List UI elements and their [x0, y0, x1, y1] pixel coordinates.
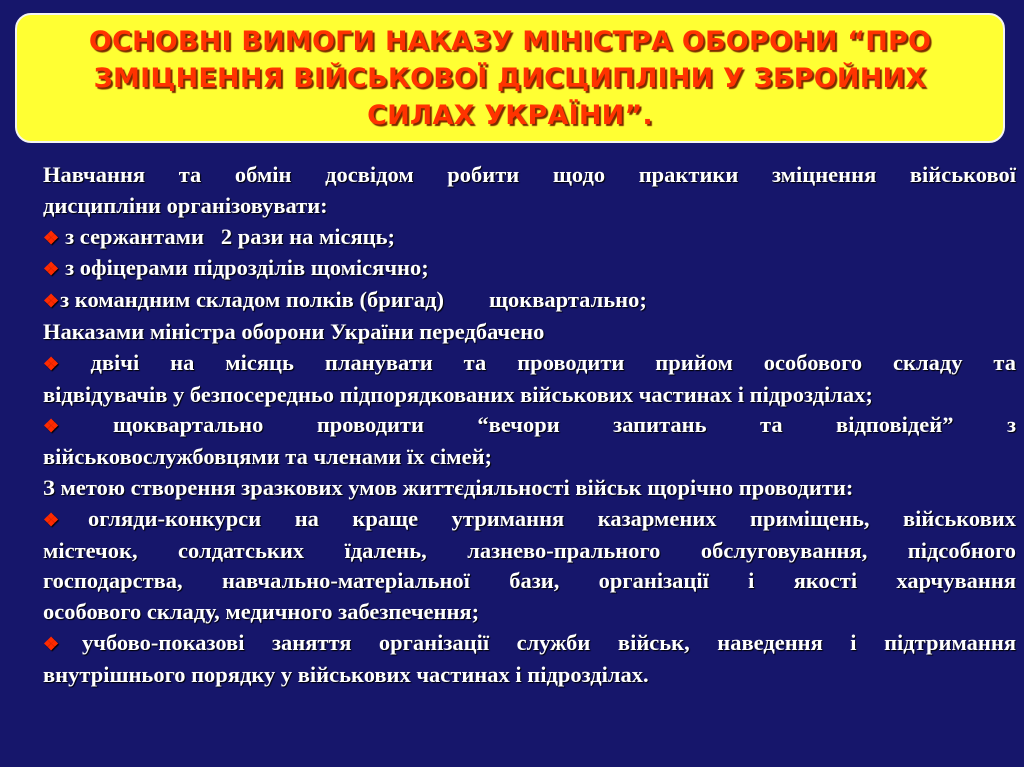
title-line: СИЛАХ УКРАЇНИ”. — [367, 99, 653, 131]
bullet-text: учбово-показові заняття організації служби військ, наведення і підтримання — [82, 629, 1016, 655]
diamond-bullet-icon: ❖ — [43, 227, 60, 248]
title-line: ОСНОВНІ ВИМОГИ НАКАЗУ МІНІСТРА ОБОРОНИ “ПРО — [88, 25, 932, 57]
diamond-bullet-icon: ❖ — [43, 259, 60, 280]
diamond-bullet-icon: ❖ — [43, 416, 107, 437]
text-line: З метою створення зразкових умов життєдіяльності військ щорічно проводити: — [43, 474, 854, 500]
text-line: господарства, навчально-матеріальної бази, організації і якості харчування — [43, 568, 1016, 594]
bullet-text: з офіцерами підрозділів щомісячно; — [65, 255, 429, 281]
bullet-item — [43, 410, 1016, 442]
bullet-text: щоквартально проводити “вечори запитань та відповідей” з — [113, 412, 1016, 438]
title-banner — [15, 13, 1005, 143]
slide-body — [43, 160, 1016, 691]
text-line: відвідувачів у безпосередньо підпорядкованих військових частинах і підрозділах; — [43, 381, 873, 407]
text-line: містечок, солдатських їдалень, лазнево-прального обслуговування, підсобного — [43, 537, 1016, 563]
diamond-bullet-icon: ❖ — [43, 509, 88, 530]
slide-title — [89, 23, 931, 134]
text-line: військовослужбовцями та членами їх сімей; — [43, 444, 493, 470]
bullet-text: двічі на місяць планувати та проводити прийом особового складу та — [90, 349, 1017, 375]
diamond-bullet-icon: ❖ — [43, 291, 60, 312]
bullet-item — [43, 504, 1016, 536]
text-line: Наказами міністра оборони України передбачено — [43, 318, 545, 344]
text-line: внутрішнього порядку у військових частинах і підрозділах. — [43, 661, 649, 687]
diamond-bullet-icon: ❖ — [43, 353, 85, 374]
bullet-item — [43, 253, 1016, 285]
text-line: дисципліни організовувати: — [43, 192, 328, 218]
bullet-item — [43, 348, 1016, 380]
bullet-text: з сержантами 2 рази на місяць; — [65, 223, 396, 249]
bullet-text: огляди-конкурси на краще утримання казармених приміщень, військових — [88, 505, 1016, 531]
bullet-item — [43, 628, 1016, 660]
title-line: ЗМІЦНЕННЯ ВІЙСЬКОВОЇ ДИСЦИПЛІНИ У ЗБРОЙНИХ — [93, 62, 927, 94]
diamond-bullet-icon: ❖ — [43, 633, 82, 654]
bullet-item — [43, 222, 1016, 254]
bullet-text: з командним складом полків (бригад) щоквартально; — [60, 287, 647, 313]
bullet-item — [43, 285, 1016, 317]
text-line: Навчання та обмін досвідом робити щодо практики зміцнення військової — [43, 162, 1016, 187]
text-line: особового складу, медичного забезпечення; — [43, 599, 480, 625]
